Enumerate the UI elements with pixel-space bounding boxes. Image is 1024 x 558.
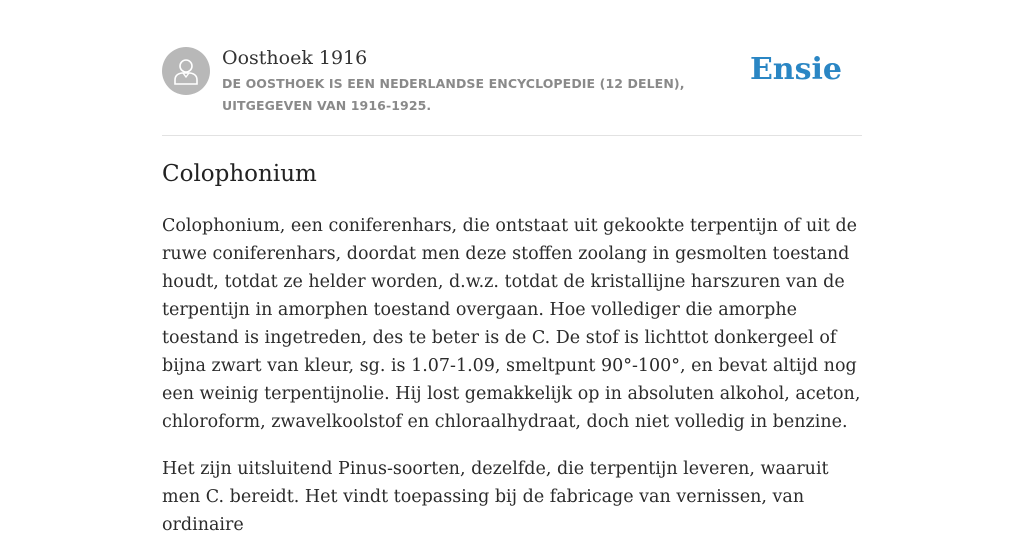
divider [162, 135, 862, 136]
article-paragraph: Het zijn uitsluitend Pinus-soorten, dezelfde, die terpentijn leveren, waaruit men C. bereidt. Het vindt toepassing bij de fabricage van vernissen, van ordinaire [162, 459, 829, 535]
source-title[interactable]: Oosthoek 1916 [222, 47, 368, 69]
source-description: DE OOSTHOEK IS EEN NEDERLANDSE ENCYCLOPEDIE (12 DELEN), UITGEGEVEN VAN 1916-1925. [222, 76, 685, 113]
user-icon [172, 56, 200, 86]
article-paragraph: Colophonium, een coniferenhars, die ontstaat uit gekookte terpentijn of uit de ruwe coniferenhars, doordat men deze stoffen zoolang in gesmolten toestand houdt, totdat ze helder worden, d.w.z. totdat de kristallijne harszuren van de terpentijn in amorphen toestand overgaan. Hoe vollediger die amorphe toestand is ingetreden, des te beter is de C. De stof is lichttot donkergeel of bijna zwart van kleur, sg. is 1.07-1.09, smeltpunt 90°-100°, en bevat altijd nog een weinig terpentijnolie. Hij lost gemakkelijk op in absoluten alkohol, aceton, chloroform, zwavelkoolstof en chloraalhydraat, doch niet volledig in benzine. [162, 216, 861, 432]
article-body [162, 212, 864, 558]
source-header [162, 46, 862, 116]
article-title: Colophonium [162, 161, 317, 187]
avatar[interactable] [162, 47, 210, 95]
brand-logo[interactable]: Ensie [749, 52, 842, 87]
